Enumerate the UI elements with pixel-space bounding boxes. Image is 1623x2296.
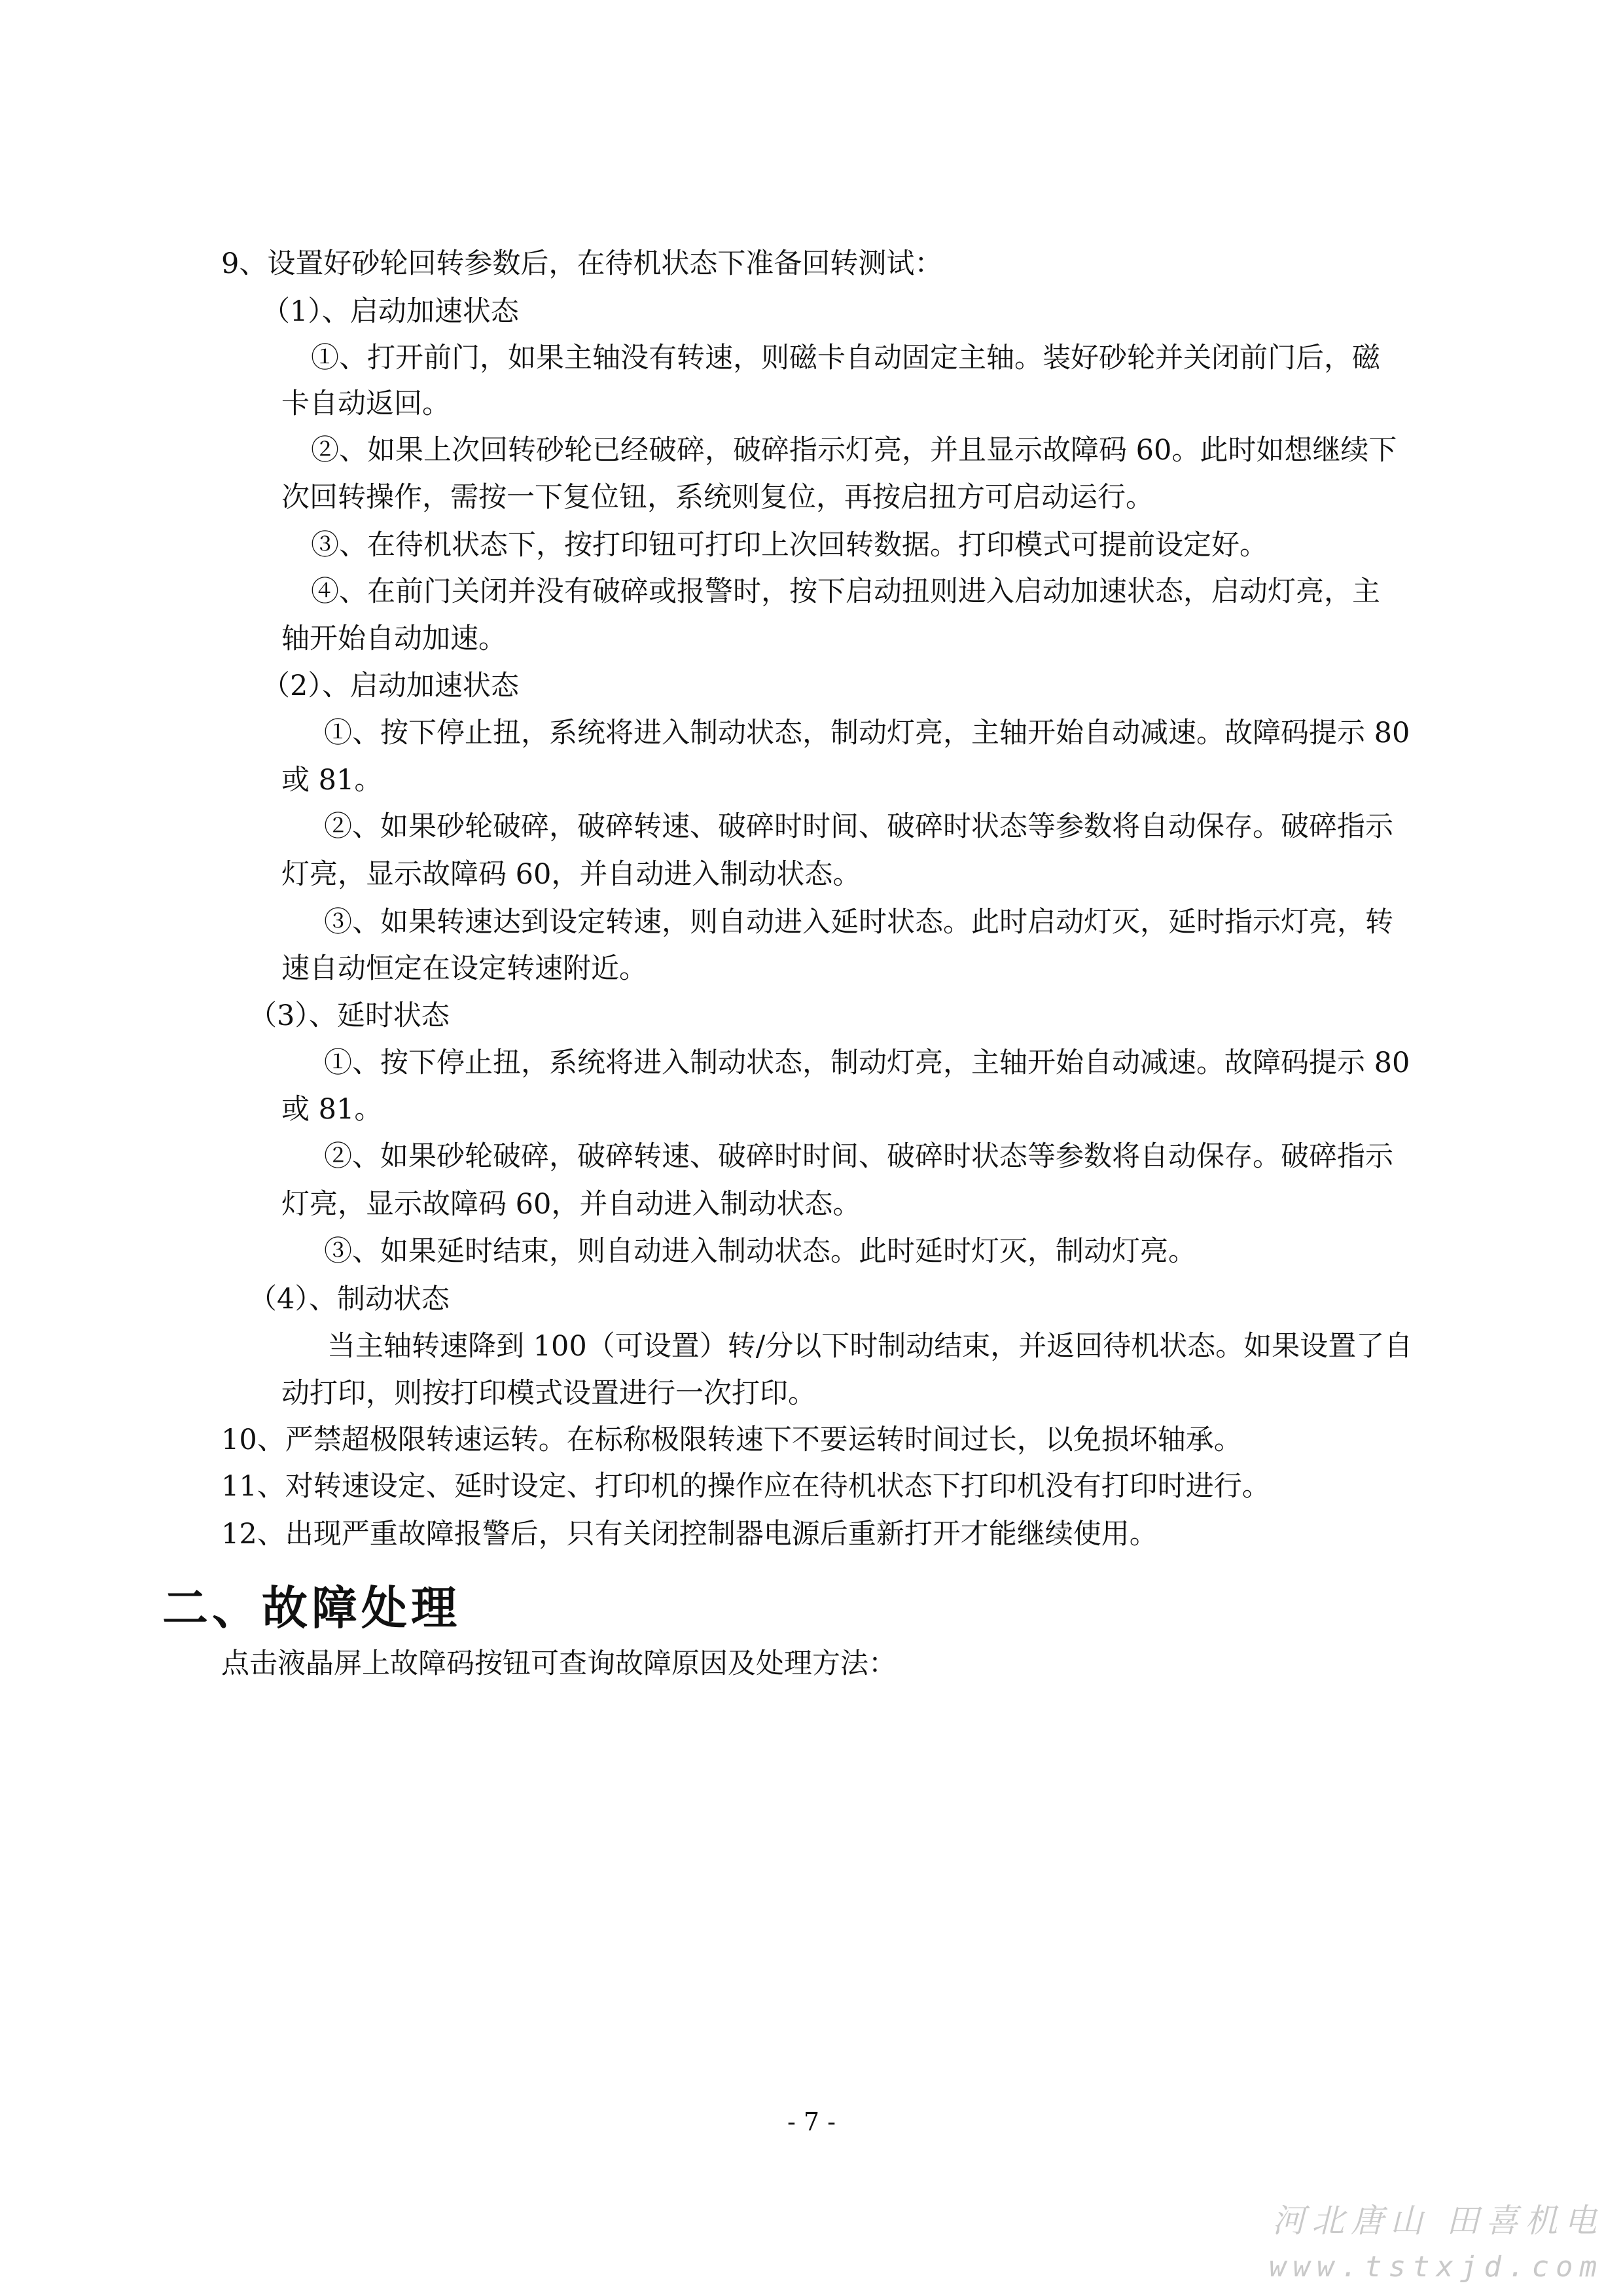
step-12-text: 12、出现严重故障报警后，只有关闭控制器电源后重新打开才能继续使用。 xyxy=(221,1518,1158,1551)
paragraph-line: ②、如果砂轮破碎，破碎转速、破碎时时间、破碎时状态等参数将自动保存。破碎指示 xyxy=(324,810,1393,843)
step-11-text: 11、对转速设定、延时设定、打印机的操作应在待机状态下打印机没有打印时进行。 xyxy=(221,1470,1270,1503)
paragraph-line: ③、如果延时结束，则自动进入制动状态。此时延时灯灭，制动灯亮。 xyxy=(324,1235,1196,1268)
section-title: 二、故障处理 xyxy=(162,1581,461,1635)
page-number: - 7 - xyxy=(787,2108,836,2136)
step-9-heading: 9、设置好砂轮回转参数后，在待机状态下准备回转测试： xyxy=(221,247,943,280)
paragraph-line: 或 81。 xyxy=(281,1093,383,1126)
paragraph-line: 卡自动返回。 xyxy=(281,387,450,420)
paragraph-line: ①、打开前门，如果主轴没有转速，则磁卡自动固定主轴。装好砂轮并关闭前门后，磁 xyxy=(311,342,1380,374)
paragraph-line: ①、按下停止扭，系统将进入制动状态，制动灯亮，主轴开始自动减速。故障码提示 80 xyxy=(324,1047,1410,1079)
paragraph-line: ②、如果砂轮破碎，破碎转速、破碎时时间、破碎时状态等参数将自动保存。破碎指示 xyxy=(324,1140,1393,1173)
paragraph-line: 灯亮，显示故障码 60，并自动进入制动状态。 xyxy=(281,858,861,891)
paragraph-line: 速自动恒定在设定转速附近。 xyxy=(281,952,647,985)
step-10-text: 10、严禁超极限转速运转。在标称极限转速下不要运转时间过长，以免损坏轴承。 xyxy=(221,1424,1242,1456)
paragraph-line: 轴开始自动加速。 xyxy=(281,622,507,655)
paragraph-line: ④、在前门关闭并没有破碎或报警时，按下启动扭则进入启动加速状态，启动灯亮，主 xyxy=(311,575,1380,608)
paragraph-line: 动打印，则按打印模式设置进行一次打印。 xyxy=(281,1377,816,1410)
subsection-4-heading: （4）、制动状态 xyxy=(249,1283,450,1316)
paragraph-line: 次回转操作，需按一下复位钮，系统则复位，再按启扭方可启动运行。 xyxy=(281,481,1154,514)
paragraph-line: ①、按下停止扭，系统将进入制动状态，制动灯亮，主轴开始自动减速。故障码提示 80 xyxy=(324,717,1410,749)
watermark-url: www.tstxjd.com xyxy=(1269,2250,1603,2284)
subsection-3-heading: （3）、延时状态 xyxy=(249,999,450,1032)
paragraph-line: 当主轴转速降到 100（可设置）转/分以下时制动结束，并返回待机状态。如果设置了自 xyxy=(327,1330,1413,1363)
paragraph-line: 或 81。 xyxy=(281,764,383,797)
paragraph-line: ②、如果上次回转砂轮已经破碎，破碎指示灯亮，并且显示故障码 60。此时如想继续下 xyxy=(311,434,1397,467)
paragraph-line: ③、在待机状态下，按打印钮可打印上次回转数据。打印模式可提前设定好。 xyxy=(311,529,1268,562)
subsection-2-heading: （2）、启动加速状态 xyxy=(262,670,519,702)
paragraph-line: 灯亮，显示故障码 60，并自动进入制动状态。 xyxy=(281,1188,861,1221)
subsection-1-heading: （1）、启动加速状态 xyxy=(262,295,519,328)
watermark-company: 河北唐山 田喜机电 xyxy=(1272,2202,1603,2240)
section-intro: 点击液晶屏上故障码按钮可查询故障原因及处理方法： xyxy=(221,1647,897,1680)
paragraph-line: ③、如果转速达到设定转速，则自动进入延时状态。此时启动灯灭，延时指示灯亮，转 xyxy=(324,906,1393,939)
